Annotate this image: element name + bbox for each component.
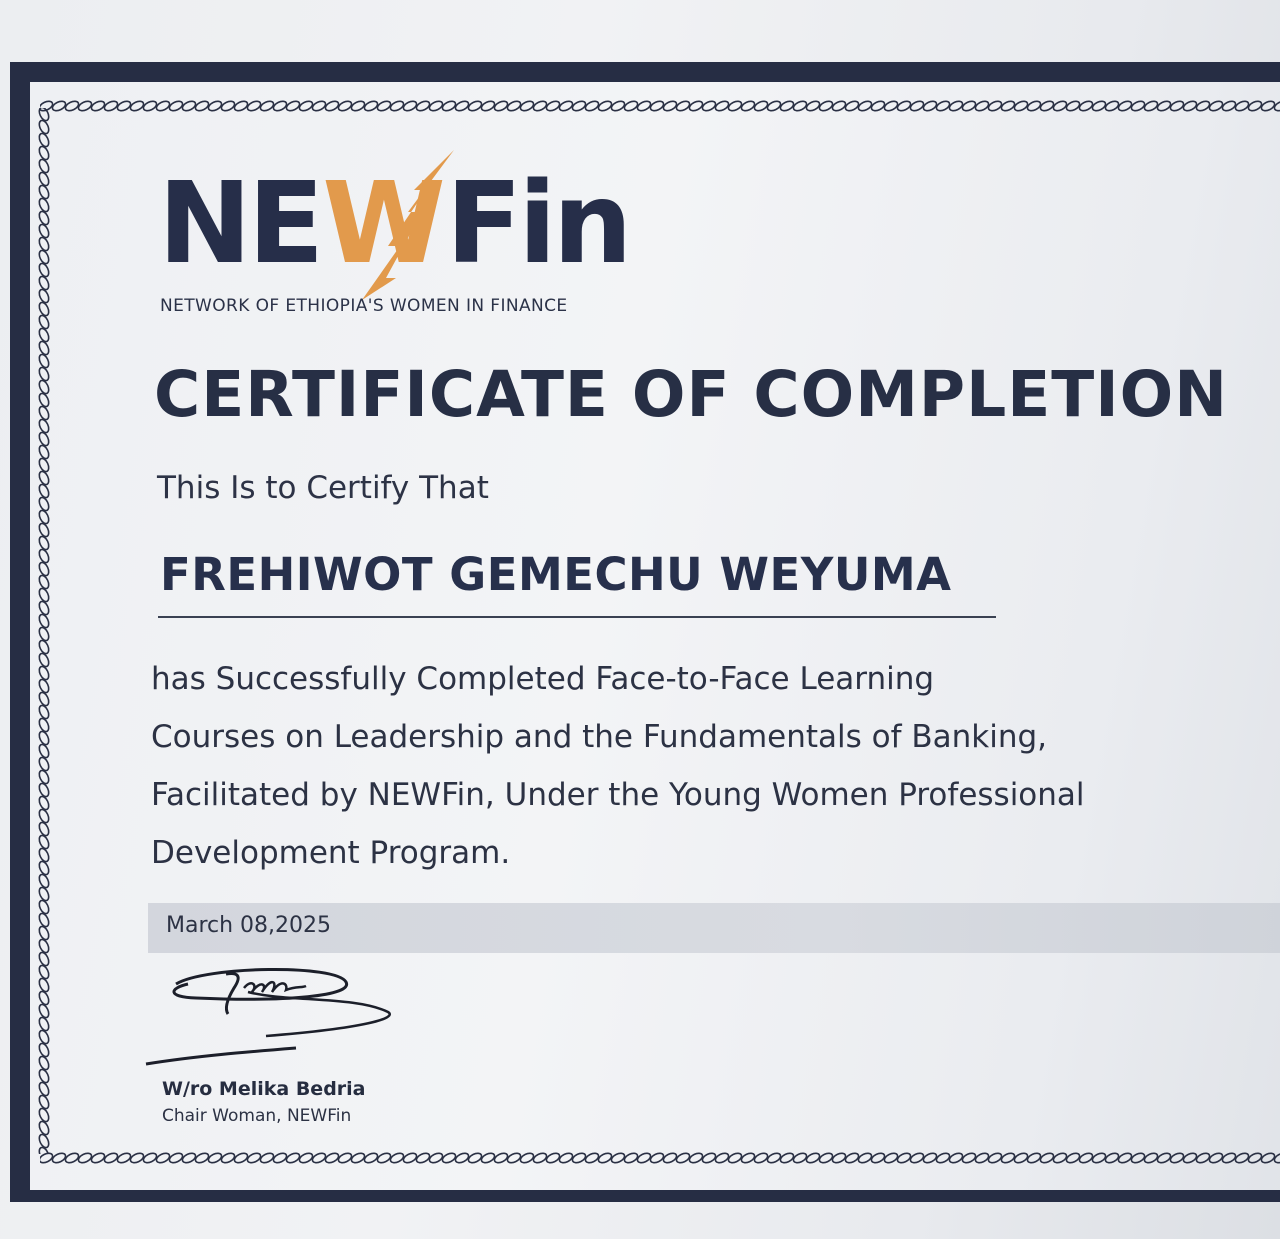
date-band [148, 903, 1280, 953]
rope-border-left [34, 108, 54, 1154]
logo-tagline: NETWORK OF ETHIOPIA'S WOMEN IN FINANCE [160, 296, 568, 316]
certificate-title: CERTIFICATE OF COMPLETION [154, 358, 1228, 431]
handwritten-signature [136, 962, 406, 1082]
rope-border-top [40, 96, 1280, 116]
rope-border-bottom [40, 1148, 1280, 1168]
statement-line: has Successfully Completed Face-to-Face Learning [151, 661, 935, 697]
completion-statement [151, 650, 1271, 882]
newfin-logo [158, 150, 658, 320]
statement-line: Facilitated by NEWFin, Under the Young Women Professional [151, 777, 1085, 813]
issue-date: March 08,2025 [166, 913, 332, 938]
signatory-role: Chair Woman, NEWFin [162, 1106, 352, 1126]
certify-intro: This Is to Certify That [157, 470, 489, 506]
recipient-name: FREHIWOT GEMECHU WEYUMA [160, 548, 952, 601]
name-underline [158, 616, 996, 618]
statement-line: Development Program. [151, 835, 511, 871]
statement-line: Courses on Leadership and the Fundamentals of Banking, [151, 719, 1048, 755]
logo-wordmark: NEWFin [158, 159, 629, 289]
signatory-name: W/ro Melika Bedria [162, 1078, 366, 1100]
